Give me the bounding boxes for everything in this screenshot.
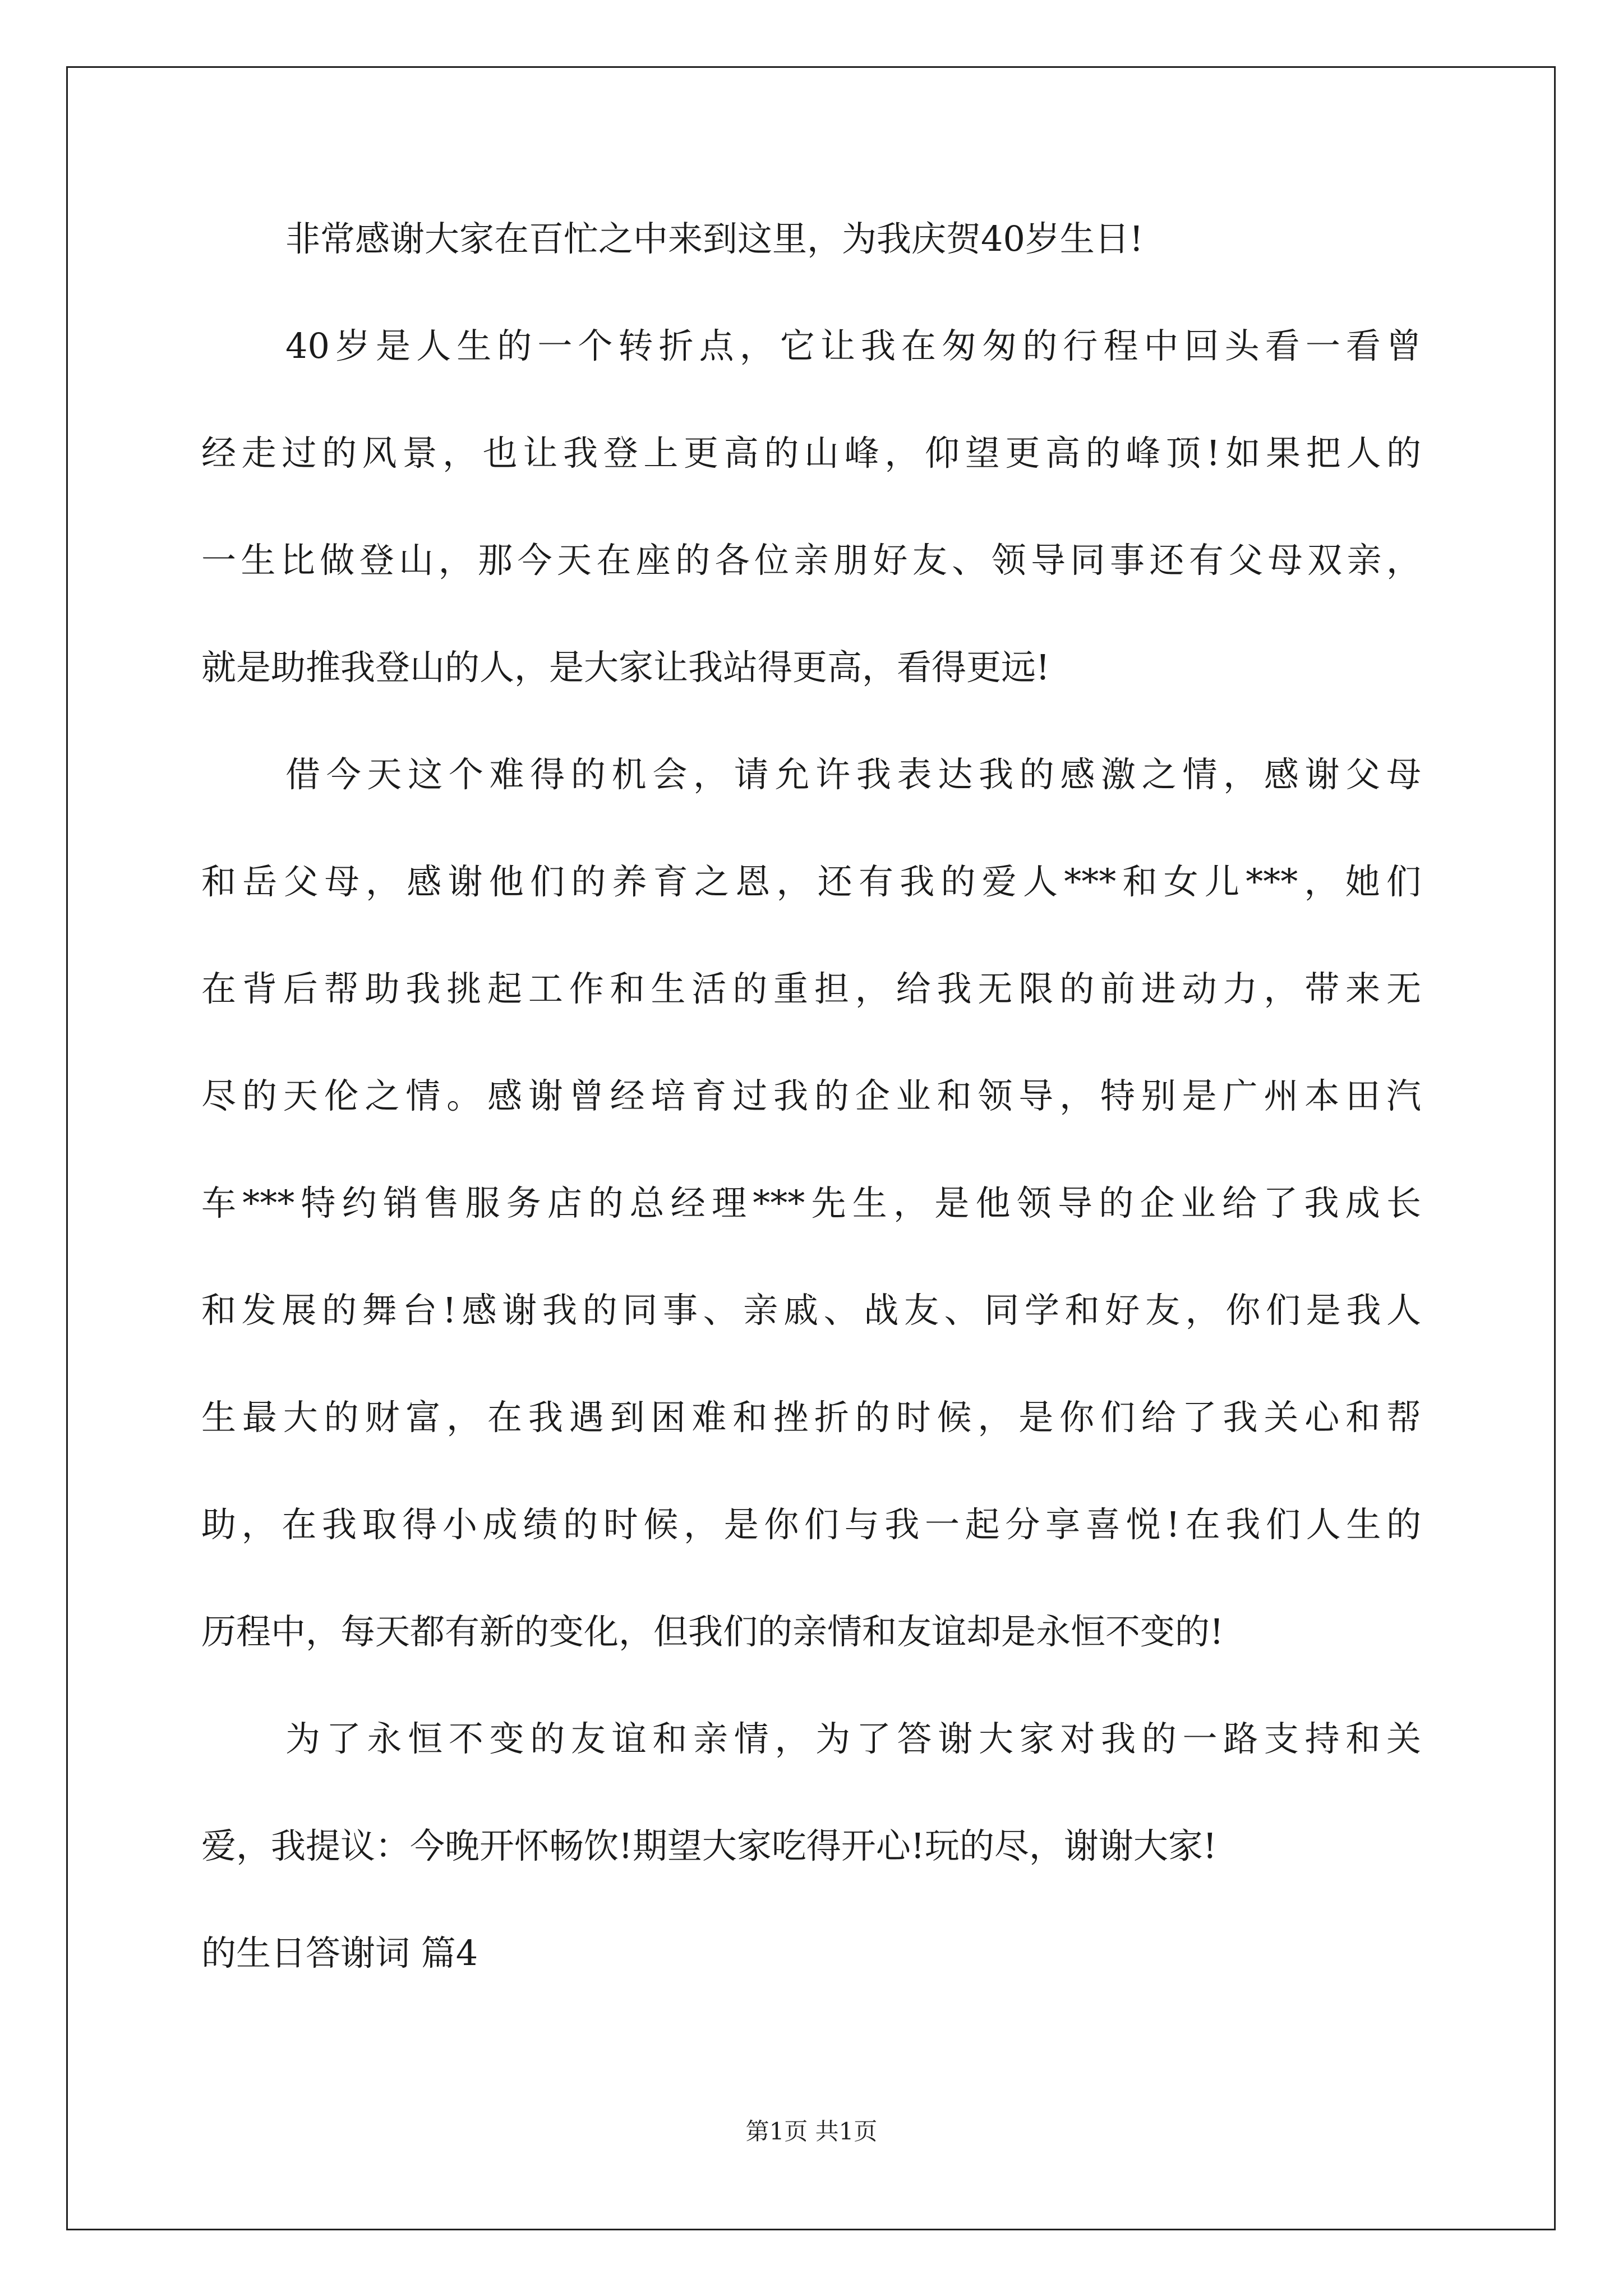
text-line: 非常感谢大家在百忙之中来到这里，为我庆贺40岁生日! (285, 218, 1144, 259)
text-line: 助，在我取得小成绩的时候，是你们与我一起分享喜悦!在我们人生的 (201, 1504, 1421, 1545)
text-line: 为了永恒不变的友谊和亲情，为了答谢大家对我的一路支持和关 (285, 1719, 1421, 1759)
text-line: 历程中，每天都有新的变化，但我们的亲情和友谊却是永恒不变的! (201, 1611, 1224, 1652)
text-line: 和发展的舞台!感谢我的同事、亲戚、战友、同学和好友，你们是我人 (201, 1290, 1421, 1331)
text-line: 就是助推我登山的人，是大家让我站得更高，看得更远! (201, 647, 1050, 688)
text-line: 借今天这个难得的机会，请允许我表达我的感激之情，感谢父母 (285, 754, 1421, 795)
text-line: 在背后帮助我挑起工作和生活的重担，给我无限的前进动力，带来无 (201, 969, 1421, 1009)
text-line: 生最大的财富，在我遇到困难和挫折的时候，是你们给了我关心和帮 (201, 1397, 1421, 1438)
document-body (201, 219, 1421, 2040)
text-line: 和岳父母，感谢他们的养育之恩，还有我的爱人***和女儿***，她们 (201, 862, 1421, 902)
text-line: 爱，我提议：今晚开怀畅饮!期望大家吃得开心!玩的尽，谢谢大家! (201, 1825, 1217, 1866)
page-footer: 第1页 共1页 (745, 2118, 878, 2145)
text-line: 40岁是人生的一个转折点，它让我在匆匆的行程中回头看一看曾 (285, 326, 1421, 366)
text-line: 车***特约销售服务店的总经理***先生，是他领导的企业给了我成长 (201, 1183, 1421, 1223)
text-line: 一生比做登山，那今天在座的各位亲朋好友、领导同事还有父母双亲， (201, 540, 1421, 581)
text-line: 尽的天伦之情。感谢曾经培育过我的企业和领导，特别是广州本田汽 (201, 1076, 1421, 1116)
text-line: 经走过的风景，也让我登上更高的山峰，仰望更高的峰顶!如果把人的 (201, 433, 1421, 473)
section-heading: 的生日答谢词 篇4 (201, 1932, 478, 1973)
